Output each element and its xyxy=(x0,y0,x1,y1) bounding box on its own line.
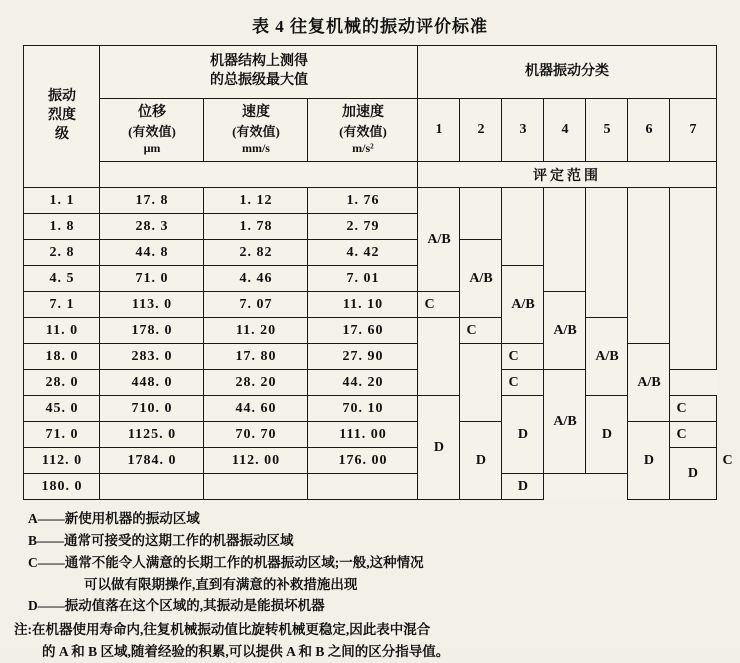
zone-class1-c: C xyxy=(418,292,460,318)
cell-acceleration xyxy=(308,474,418,500)
cell-level: 45. 0 xyxy=(24,396,100,422)
table-header-row-2 xyxy=(24,99,716,162)
legend-item-c xyxy=(28,552,722,574)
zone-class2-blank-top xyxy=(460,188,502,240)
cell-level: 112. 0 xyxy=(24,448,100,474)
zone-class6-d: D xyxy=(670,448,716,500)
zone-class4-c: C xyxy=(502,370,544,396)
page-title: 表 4 往复机械的振动评价标准 xyxy=(252,17,488,36)
cell-acceleration: 44. 20 xyxy=(308,370,418,396)
header-classification-group: 机器振动分类 xyxy=(418,46,716,99)
cell-velocity: 44. 60 xyxy=(204,396,308,422)
header-velocity-name: 速度 xyxy=(241,104,270,120)
cell-displacement: 710. 0 xyxy=(100,396,204,422)
cell-level: 11. 0 xyxy=(24,318,100,344)
table-header-row-1 xyxy=(24,46,716,99)
cell-displacement xyxy=(100,474,204,500)
header-displacement xyxy=(100,99,204,162)
header-level-line2: 烈度 xyxy=(47,108,76,124)
table-row xyxy=(24,396,716,422)
cell-displacement: 44. 8 xyxy=(100,240,204,266)
legend-item-b xyxy=(28,530,722,552)
cell-displacement: 1784. 0 xyxy=(100,448,204,474)
cell-velocity: 1. 12 xyxy=(204,188,308,214)
zone-class2-blank-mid xyxy=(460,344,502,422)
legend-item-a xyxy=(28,508,722,530)
zone-class7-ab: A/B xyxy=(544,370,586,474)
zone-class2-d: D xyxy=(460,422,502,500)
header-acceleration xyxy=(308,99,418,162)
legend-text-a: 新使用机器的振动区域 xyxy=(64,511,200,526)
header-class-7: 7 xyxy=(670,99,716,162)
cell-velocity: 2. 82 xyxy=(204,240,308,266)
legend-block xyxy=(28,508,722,617)
header-level-line3: 级 xyxy=(54,126,69,142)
header-class-2: 2 xyxy=(460,99,502,162)
note-text-1: 在机器使用寿命内,往复机械振动值比旋转机械更稳定,因此表中混合 xyxy=(32,622,431,638)
header-displacement-unit: μm xyxy=(143,141,161,156)
cell-displacement: 1125. 0 xyxy=(100,422,204,448)
legend-dash-c: —— xyxy=(37,554,65,570)
cell-velocity: 28. 20 xyxy=(204,370,308,396)
cell-velocity: 112. 00 xyxy=(204,448,308,474)
header-class-6: 6 xyxy=(628,99,670,162)
zone-class2-ab: A/B xyxy=(460,240,502,318)
cell-velocity: 4. 46 xyxy=(204,266,308,292)
legend-text-c: 通常不能令人满意的长期工作的机器振动区域;一般,这种情况 xyxy=(64,554,424,570)
cell-acceleration: 176. 00 xyxy=(308,448,418,474)
header-velocity xyxy=(204,99,308,162)
cell-level: 18. 0 xyxy=(24,344,100,370)
header-velocity-unit: mm/s xyxy=(241,141,270,156)
zone-class5-c: C xyxy=(670,396,716,422)
zone-class5-ab: A/B xyxy=(586,318,628,396)
cell-displacement: 71. 0 xyxy=(100,266,204,292)
table-row xyxy=(24,318,716,344)
cell-acceleration: 111. 00 xyxy=(308,422,418,448)
cell-displacement: 178. 0 xyxy=(100,318,204,344)
zone-class3-d: D xyxy=(502,396,544,474)
cell-velocity: 11. 20 xyxy=(204,318,308,344)
legend-key-a: A xyxy=(28,511,38,526)
cell-level: 1. 8 xyxy=(24,214,100,240)
cell-level: 1. 1 xyxy=(24,188,100,214)
cell-acceleration: 27. 90 xyxy=(308,344,418,370)
note-line-2: 的 A 和 B 区域,随着经验的积累,可以提供 A 和 B 之间的区分指导值。 xyxy=(42,644,450,660)
zone-class1-d: D xyxy=(418,396,460,500)
zone-class3-c: C xyxy=(502,344,544,370)
zone-class6-blank-top xyxy=(628,188,670,344)
cell-acceleration: 70. 10 xyxy=(308,396,418,422)
zone-class4-d: D xyxy=(586,396,628,474)
table-row xyxy=(24,474,716,500)
header-eval-range: 评定范围 xyxy=(418,162,716,188)
cell-velocity: 17. 80 xyxy=(204,344,308,370)
note-label: 注: xyxy=(14,622,32,638)
zone-class1-ab: A/B xyxy=(418,188,460,292)
header-acceleration-unit: m/s² xyxy=(352,141,374,156)
zone-class5-d: D xyxy=(628,422,670,500)
vibration-standard-table xyxy=(23,45,733,500)
cell-velocity: 7. 07 xyxy=(204,292,308,318)
header-class-3: 3 xyxy=(502,99,544,162)
zone-class6-ab: A/B xyxy=(628,344,670,422)
zone-class7-d: D xyxy=(502,474,544,500)
note-line-1 xyxy=(14,619,726,641)
legend-dash-d: —— xyxy=(37,598,65,614)
legend-text-d: 振动值落在这个区域的,其振动是能损坏机器 xyxy=(64,598,325,614)
header-acceleration-name: 加速度 xyxy=(341,104,384,120)
header-class-4: 4 xyxy=(544,99,586,162)
legend-key-c: C xyxy=(28,554,38,570)
legend-dash-b: —— xyxy=(37,532,65,548)
zone-class1-blank-mid xyxy=(418,318,460,396)
header-velocity-qualifier: (有效值) xyxy=(232,123,280,139)
header-measured-line1: 机器结构上测得 xyxy=(209,54,308,70)
note-block xyxy=(14,619,726,663)
table-row: 112. 0 1784. 0 112. 00 176. 00 D C xyxy=(24,448,716,474)
table-header-row-3 xyxy=(24,162,716,188)
header-class-5: 5 xyxy=(586,99,628,162)
zone-class5-blank-top xyxy=(586,188,628,318)
header-measured-group xyxy=(100,46,418,99)
cell-acceleration: 1. 76 xyxy=(308,188,418,214)
cell-acceleration: 7. 01 xyxy=(308,266,418,292)
zone-class6-c: C xyxy=(670,422,716,448)
header-class-1: 1 xyxy=(418,99,460,162)
legend-item-d xyxy=(28,595,722,617)
cell-displacement: 113. 0 xyxy=(100,292,204,318)
cell-displacement: 17. 8 xyxy=(100,188,204,214)
cell-acceleration: 2. 79 xyxy=(308,214,418,240)
header-measured-line2: 的总振级最大值 xyxy=(209,73,308,88)
zone-class3-blank-top xyxy=(502,188,544,266)
cell-level: 28. 0 xyxy=(24,370,100,396)
cell-level: 7. 1 xyxy=(24,292,100,318)
header-level-col xyxy=(24,46,100,188)
zone-class4-blank-top xyxy=(544,188,586,292)
cell-displacement: 283. 0 xyxy=(100,344,204,370)
header-displacement-qualifier: (有效值) xyxy=(128,123,176,139)
table-row xyxy=(24,188,716,214)
cell-acceleration: 17. 60 xyxy=(308,318,418,344)
legend-key-d: D xyxy=(28,598,38,614)
cell-displacement: 28. 3 xyxy=(100,214,204,240)
cell-level: 180. 0 xyxy=(24,474,100,500)
cell-level: 71. 0 xyxy=(24,422,100,448)
header-displacement-name: 位移 xyxy=(137,104,166,120)
legend-text-b: 通常可接受的这期工作的机器振动区域 xyxy=(64,532,294,548)
zone-class3-ab: A/B xyxy=(502,266,544,344)
legend-dash-a: —— xyxy=(37,511,65,526)
legend-item-c-cont: 可以做有限期操作,直到有满意的补救措施出现 xyxy=(84,576,358,592)
cell-acceleration: 4. 42 xyxy=(308,240,418,266)
cell-velocity xyxy=(204,474,308,500)
zone-class4-ab: A/B xyxy=(544,292,586,370)
zone-class2-c: C xyxy=(460,318,502,344)
cell-level: 4. 5 xyxy=(24,266,100,292)
header-level-line1: 振动 xyxy=(47,89,76,105)
cell-velocity: 1. 78 xyxy=(204,214,308,240)
cell-acceleration: 11. 10 xyxy=(308,292,418,318)
legend-key-b: B xyxy=(28,532,38,548)
cell-displacement: 448. 0 xyxy=(100,370,204,396)
zone-class7-blank-top xyxy=(670,188,716,370)
header-acceleration-qualifier: (有效值) xyxy=(339,123,387,139)
cell-level: 2. 8 xyxy=(24,240,100,266)
cell-velocity: 70. 70 xyxy=(204,422,308,448)
